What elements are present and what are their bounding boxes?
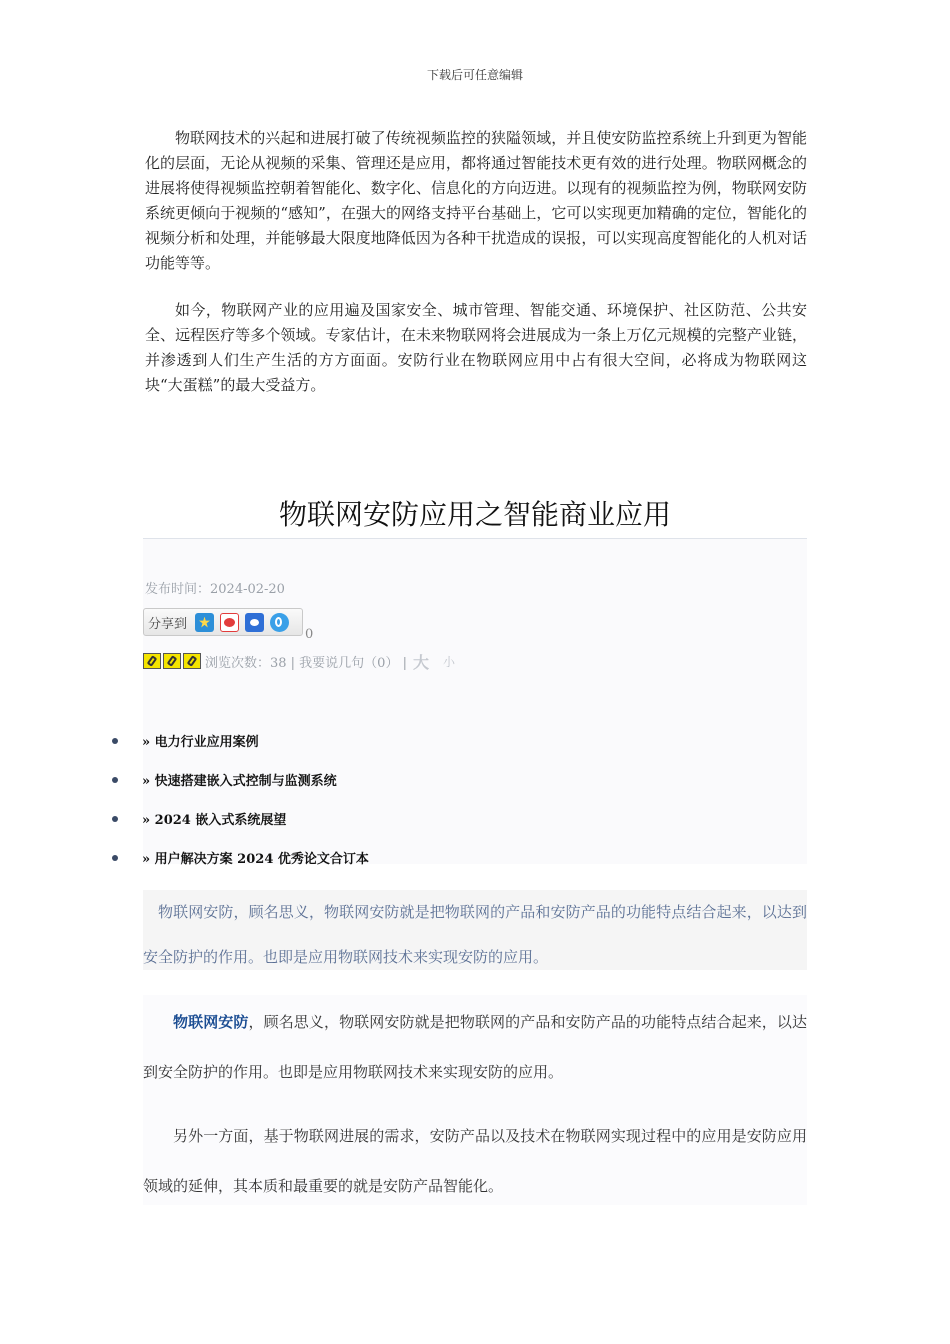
- share-button-group[interactable]: [143, 608, 303, 636]
- list-item[interactable]: [112, 725, 369, 764]
- view-stats[interactable]: 浏览次数：38 | 我要说几句（0） |: [205, 655, 407, 671]
- list-item[interactable]: [112, 803, 369, 842]
- share-bar: [143, 608, 314, 642]
- article-body: [143, 995, 807, 1205]
- bullet-icon: [112, 738, 118, 744]
- body-paragraph-1: [143, 997, 807, 1097]
- related-links: [112, 725, 369, 881]
- related-link[interactable]: » 快速搭建嵌入式控制与监测系统: [142, 774, 337, 789]
- related-link[interactable]: » 电力行业应用案例: [142, 735, 259, 750]
- stats-row: [143, 651, 455, 671]
- page-header-note: 下载后可任意编辑: [426, 68, 523, 82]
- edit-pen-icon: [143, 653, 161, 669]
- publish-date: 发布时间：2024-02-20: [145, 582, 285, 597]
- bullet-icon: [112, 816, 118, 822]
- related-link[interactable]: » 用户解决方案 2024 优秀论文合订本: [142, 852, 369, 867]
- keyword-link[interactable]: 物联网安防: [173, 1013, 249, 1031]
- bullet-icon: [112, 777, 118, 783]
- summary-box: [143, 890, 807, 970]
- bullet-icon: [112, 855, 118, 861]
- intro-paragraph-2: 如今，物联网产业的应用遍及国家安全、城市管理、智能交通、环境保护、社区防范、公共安全、远程医疗等多个领域。专家估计，在未来物联网将会进展成为一条上万亿元规模的完整产业链，并渗透到人们生产生活的方方面面。安防行业在物联网应用中占有很大空间，必将成为物联网这块“大蛋糕”的最大受益方。: [145, 301, 807, 394]
- list-item[interactable]: [112, 764, 369, 803]
- body-paragraph-1-text: ，顾名思义，物联网安防就是把物联网的产品和安防产品的功能特点结合起来，以达到安全防护的作用。也即是应用物联网技术来实现安防的应用。: [143, 1013, 807, 1081]
- related-link[interactable]: » 2024 嵌入式系统展望: [142, 813, 287, 828]
- edit-pen-icon: [183, 653, 201, 669]
- paipai-icon[interactable]: [270, 613, 289, 632]
- summary-text: 物联网安防，顾名思义，物联网安防就是把物联网的产品和安防产品的功能特点结合起来，以达到安全防护的作用。也即是应用物联网技术来实现安防的应用。: [143, 903, 807, 966]
- share-count: 0: [305, 627, 314, 642]
- font-size-small-button[interactable]: 小: [443, 654, 456, 669]
- baidu-icon[interactable]: [245, 613, 264, 632]
- article-title: 物联网安防应用之智能商业应用: [143, 488, 807, 539]
- edit-pen-icon: [163, 653, 181, 669]
- font-size-large-button[interactable]: 大: [412, 652, 429, 672]
- weibo-icon[interactable]: [220, 613, 239, 632]
- list-item[interactable]: [112, 842, 369, 881]
- share-label: 分享到: [148, 616, 188, 632]
- body-paragraph-2: 另外一方面，基于物联网进展的需求，安防产品以及技术在物联网实现过程中的应用是安防应用领域的延伸，其本质和最重要的就是安防产品智能化。: [143, 1127, 807, 1195]
- intro-paragraph-1: 物联网技术的兴起和进展打破了传统视频监控的狭隘领域，并且使安防监控系统上升到更为智能化的层面，无论从视频的采集、管理还是应用，都将通过智能技术更有效的进行处理。物联网概念的进展将使得视频监控朝着智能化、数字化、信息化的方向迈进。以现有的视频监控为例，物联网安防系统更倾向于视频的“感知”，在强大的网络支持平台基础上，它可以实现更加精确的定位，智能化的视频分析和处理，并能够最大限度地降低因为各种干扰造成的误报，可以实现高度智能化的人机对话功能等等。: [145, 129, 807, 272]
- qzone-icon[interactable]: [195, 613, 214, 632]
